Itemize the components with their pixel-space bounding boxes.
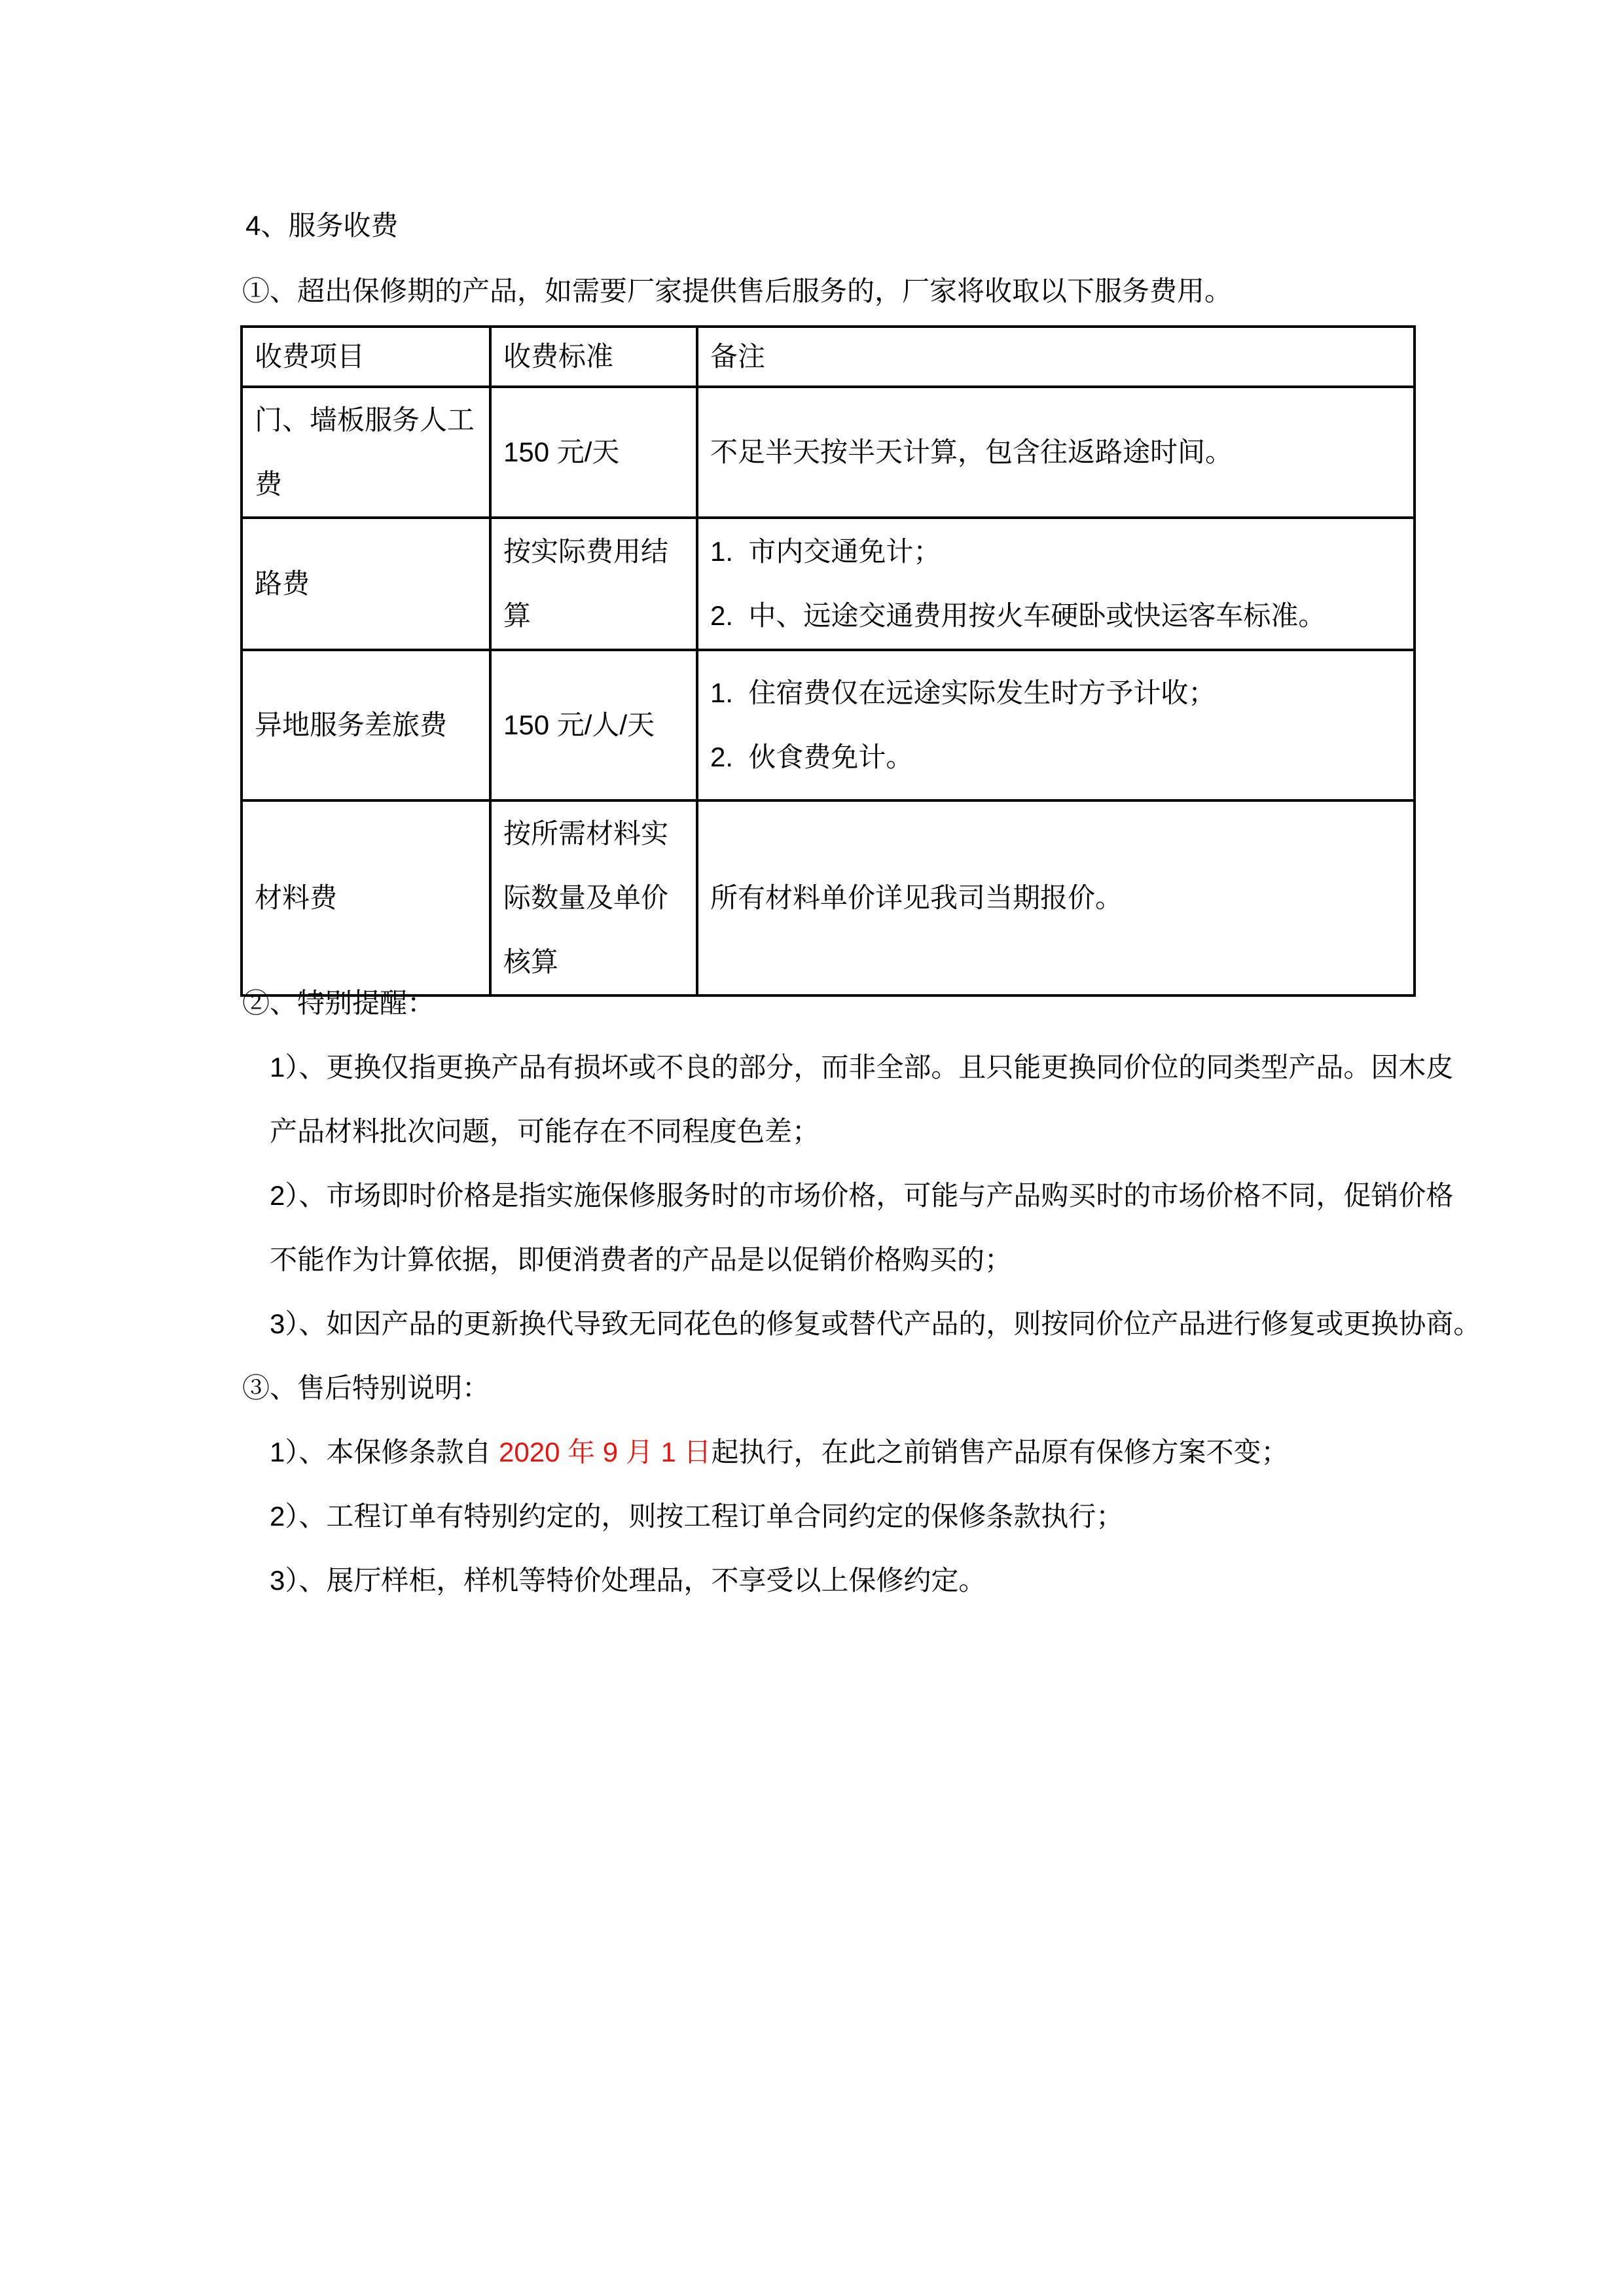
aftersale-heading: ③、售后特别说明： bbox=[242, 1372, 490, 1403]
note-line: 不足半天按半天计算，包含往返路途时间。 bbox=[710, 437, 1233, 467]
reminder-item-3: 3）、如因产品的更新换代导致无同花色的修复或替代产品的，则按同价位产品进行修复或更换协商。 bbox=[270, 1308, 1481, 1339]
aftersale-item-2: 2）、工程订单有特别约定的，则按工程订单合同约定的保修条款执行； bbox=[270, 1501, 1124, 1532]
section-heading-service-fees: 4、服务收费 bbox=[245, 210, 399, 241]
reminder-item-2-line-2: 不能作为计算依据，即便消费者的产品是以促销价格购买的； bbox=[270, 1244, 1013, 1275]
fee-table-header-standard: 收费标准 bbox=[490, 327, 697, 387]
notes-section bbox=[242, 971, 1584, 1613]
fee-item-cell: 门、墙板服务人工费 bbox=[242, 387, 490, 518]
fee-notes-cell bbox=[697, 518, 1415, 650]
fee-table-header-row bbox=[242, 327, 1415, 387]
fee-notes-cell bbox=[697, 800, 1415, 996]
fee-table-row-allowance bbox=[242, 650, 1415, 800]
note-line: 1. 市内交通免计； bbox=[710, 536, 941, 567]
fee-notes-cell bbox=[697, 387, 1415, 518]
fee-table-row-material bbox=[242, 800, 1415, 996]
aftersale-item-3: 3）、展厅样柜，样机等特价处理品，不享受以上保修约定。 bbox=[270, 1565, 986, 1596]
fee-standard-cell: 按所需材料实际数量及单价核算 bbox=[490, 800, 697, 996]
note-line: 所有材料单价详见我司当期报价。 bbox=[710, 882, 1123, 913]
aftersale-item-1-suffix: 起执行，在此之前销售产品原有保修方案不变； bbox=[711, 1437, 1289, 1467]
aftersale-item-1-prefix: 1）、本保修条款自 bbox=[270, 1437, 499, 1467]
fee-table-row-labor bbox=[242, 387, 1415, 518]
fee-table-header-item: 收费项目 bbox=[242, 327, 490, 387]
fee-notes-cell bbox=[697, 650, 1415, 800]
fee-table-row-travel bbox=[242, 518, 1415, 650]
fee-standard-cell: 150 元/人/天 bbox=[490, 650, 697, 800]
fee-standard-cell: 150 元/天 bbox=[490, 387, 697, 518]
reminder-item-1-line-2: 产品材料批次问题，可能存在不同程度色差； bbox=[270, 1116, 820, 1147]
note-line: 2. 伙食费免计。 bbox=[710, 742, 914, 772]
fee-standard-cell: 按实际费用结算 bbox=[490, 518, 697, 650]
aftersale-item-1 bbox=[242, 1420, 1584, 1484]
fee-table-header-notes: 备注 bbox=[697, 327, 1415, 387]
note-line: 1. 住宿费仅在远途实际发生时方予计收； bbox=[710, 677, 1216, 708]
intro-paragraph: ①、超出保修期的产品，如需要厂家提供售后服务的，厂家将收取以下服务费用。 bbox=[242, 276, 1233, 306]
note-line: 2. 中、远途交通费用按火车硬卧或快运客车标准。 bbox=[710, 600, 1326, 631]
fee-table bbox=[240, 325, 1416, 997]
fee-item-cell: 异地服务差旅费 bbox=[242, 650, 490, 800]
effective-date-text: 2020 年 9 月 1 日 bbox=[499, 1437, 712, 1467]
fee-item-cell: 路费 bbox=[242, 518, 490, 650]
reminder-item-2-line-1: 2）、市场即时价格是指实施保修服务时的市场价格，可能与产品购买时的市场价格不同，促销价格 bbox=[270, 1180, 1454, 1211]
fee-item-cell: 材料费 bbox=[242, 800, 490, 996]
reminder-heading: ②、特别提醒： bbox=[242, 988, 435, 1018]
reminder-item-1-line-1: 1）、更换仅指更换产品有损坏或不良的部分，而非全部。且只能更换同价位的同类型产品。因木皮 bbox=[270, 1052, 1454, 1083]
